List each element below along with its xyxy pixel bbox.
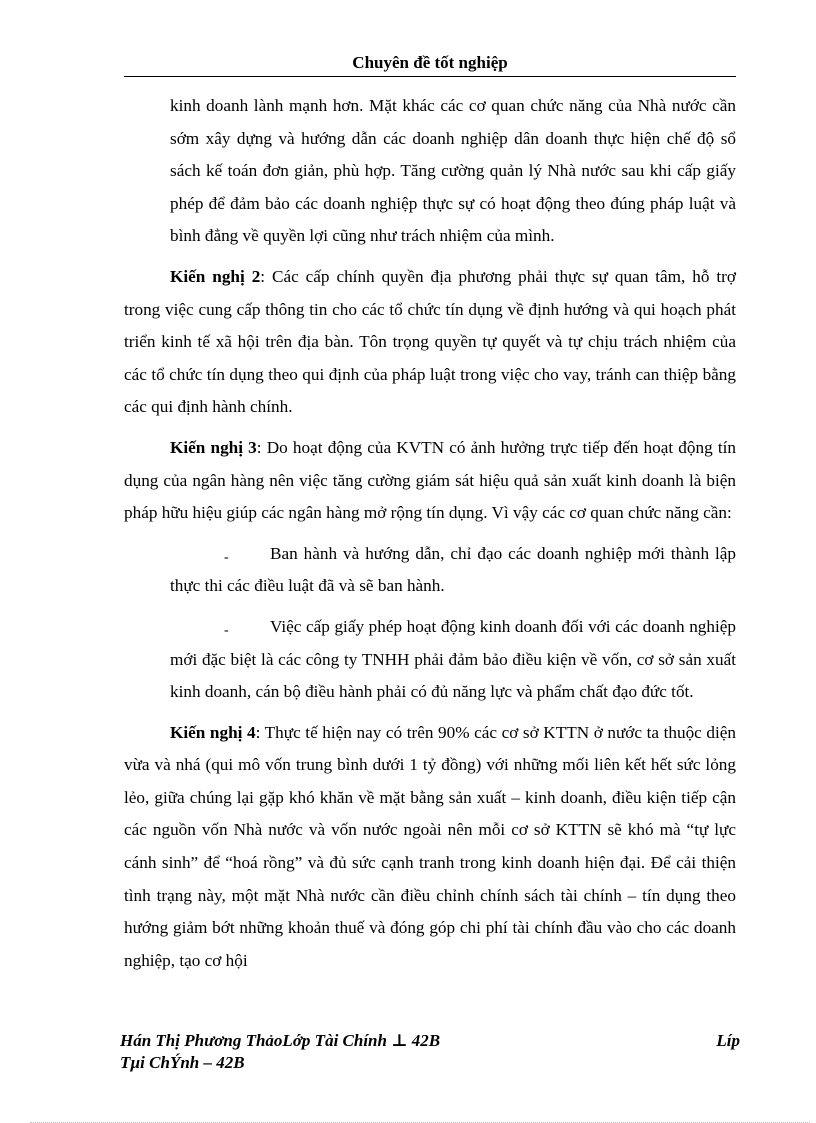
recommendation-3 xyxy=(124,432,736,530)
bullet-dash-icon: - xyxy=(224,549,229,565)
page-header-title: Chuyên đề tốt nghiệp xyxy=(352,53,508,72)
bullet-item-2 xyxy=(170,611,736,709)
recommendation-4 xyxy=(124,717,736,978)
recommendation-2-label: Kiến nghị 2 xyxy=(170,266,261,286)
recommendation-3-text: : Do hoạt động của KVTN có ảnh hưởng trực tiếp đến hoạt động tín dụng của ngân hàng nên việc tăng cường giám sát hiệu quả sản xuất kinh doanh là biện pháp hữu hiệu giúp các ngân hàng mở rộng tín dụng. Vì vậy các cơ quan chức năng cần: xyxy=(124,437,736,523)
recommendation-4-text: : Thực tế hiện nay có trên 90% các cơ sở KTTN ở nước ta thuộc diện vừa và nhá (qui mô vốn trung bình dưới 1 tỷ đồng) với những mối liên kết hết sức lỏng lẻo, giữa chúng lại gặp khó khăn về mặt bằng sản xuất – kinh doanh, điều kiện tiếp cận các nguồn vốn Nhà nước và vốn nước ngoài nên mỗi cơ sở KTTN sẽ khó mà “tự lực cánh sinh” để “hoá rồng” và đủ sức cạnh tranh trong kinh doanh hiện đại. Để cải thiện tình trạng này, một mặt Nhà nước cần điều chỉnh chính sách tài chính – tín dụng theo hướng giảm bớt những khoản thuế và đóng góp chi phí tài chính đầu vào cho các doanh nghiệp, tạo cơ hội xyxy=(124,722,736,970)
recommendation-4-label: Kiến nghị 4 xyxy=(170,722,256,742)
bullet-item-2-text: Việc cấp giấy phép hoạt động kinh doanh đối với các doanh nghiệp mới đặc biệt là các công ty TNHH phải đảm bảo điều kiện về vốn, cơ sở sản xuất kinh doanh, cán bộ điều hành phải có đủ năng lực và phẩm chất đạo đức tốt. xyxy=(170,616,736,702)
paragraph-intro xyxy=(170,90,736,253)
bullet-item-1-text: Ban hành và hướng dẫn, chỉ đạo các doanh nghiệp mới thành lập thực thi các điều luật đã và sẽ ban hành. xyxy=(170,543,736,596)
footer-author-class: Hán Thị Phương ThảoLớp Tài Chính ⊥ 42B xyxy=(120,1031,441,1050)
recommendation-3-label: Kiến nghị 3 xyxy=(170,437,257,457)
paragraph-intro-line1: kinh doanh lành mạnh hơn. Mặt khác các cơ quan chức năng của Nhà xyxy=(170,96,667,115)
footer-class-line2: Tµi ChÝnh – 42B xyxy=(120,1053,245,1072)
page-footer xyxy=(120,1030,740,1074)
bullet-item-1 xyxy=(170,538,736,603)
footer-right-label: Líp xyxy=(716,1031,740,1050)
document-body xyxy=(124,90,737,985)
recommendation-2 xyxy=(124,261,736,424)
header-divider xyxy=(124,76,736,77)
paragraph-intro-rest: nước cần sớm xây dựng và hướng dẫn các doanh nghiệp dân doanh thực hiện chế độ sổ sách kế toán đơn giản, phù hợp. Tăng cường quản lý Nhà nước sau khi cấp giấy phép để đảm bảo các doanh nghiệp thực sự có hoạt động theo đúng pháp luật và bình đẳng về quyền lợi cũng như trách nhiệm của mình. xyxy=(170,96,737,246)
recommendation-2-text: : Các cấp chính quyền địa phương phải thực sự quan tâm, hỗ trợ trong việc cung cấp thông tin cho các tổ chức tín dụng về định hướng và qui hoạch phát triển kinh tế xã hội trên địa bàn. Tôn trọng quyền tự quyết và tự chịu trách nhiệm của các tổ chức tín dụng theo qui định của pháp luật trong việc cho vay, tránh can thiệp bằng các qui định hành chính. xyxy=(124,266,736,417)
bullet-dash-icon: - xyxy=(224,622,229,638)
